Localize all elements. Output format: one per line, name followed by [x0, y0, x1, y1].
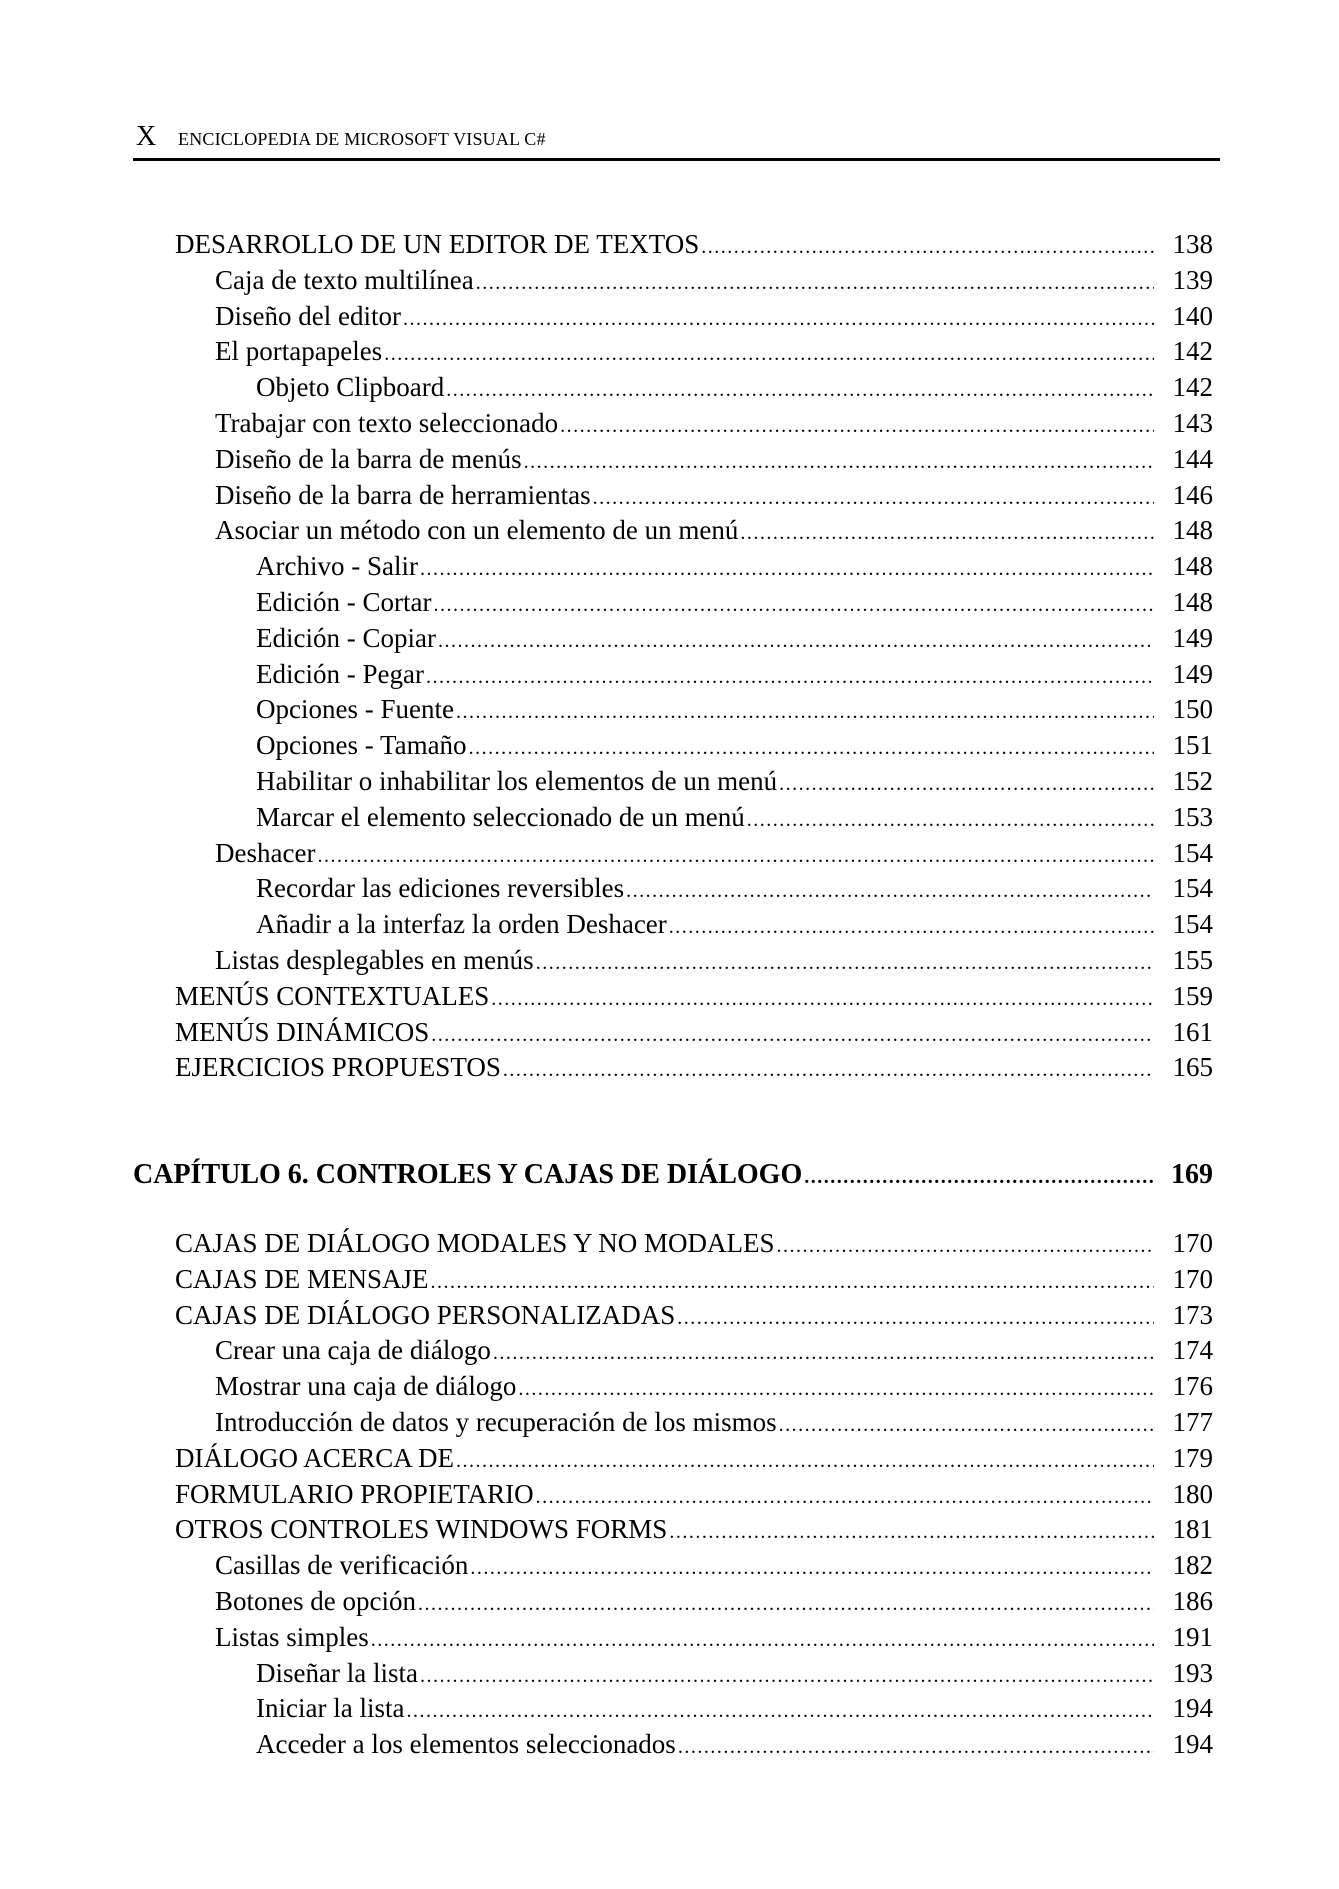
toc-entry-page: 174: [1172, 1335, 1213, 1366]
dot-leader: [536, 1479, 1154, 1515]
toc-entry-page: 159: [1172, 980, 1213, 1011]
toc-entry-page: 138: [1172, 229, 1213, 259]
dot-leader: [677, 1300, 1154, 1336]
toc-entry-page: 146: [1172, 479, 1213, 510]
toc-entry-title: MENÚS CONTEXTUALES: [175, 980, 490, 1011]
dot-leader: [431, 1264, 1154, 1300]
toc-entry-title: OTROS CONTROLES WINDOWS FORMS: [175, 1514, 668, 1545]
toc-entry: [215, 1547, 1213, 1583]
dot-leader: [524, 444, 1154, 480]
dot-leader: [403, 301, 1154, 337]
toc-entry: [175, 1014, 1213, 1050]
toc-entry: [256, 620, 1213, 656]
dot-leader: [701, 229, 1154, 265]
toc-entry: [256, 691, 1213, 727]
toc-entry: [215, 441, 1213, 477]
toc-entry-page: 148: [1172, 515, 1213, 546]
toc-entry-title: Diseñar la lista: [256, 1657, 418, 1688]
toc-entry: [215, 1332, 1213, 1368]
toc-entry: [175, 1261, 1213, 1297]
toc-entry-title: El portapapeles: [215, 336, 383, 367]
dot-leader: [469, 730, 1154, 766]
toc-entry: [256, 548, 1213, 584]
toc-entry: [175, 978, 1213, 1014]
dot-leader: [431, 1017, 1154, 1053]
toc-entry-page: 144: [1172, 443, 1213, 474]
toc-entry-page: 151: [1172, 730, 1213, 761]
dot-leader: [503, 1052, 1154, 1088]
toc-entry: [256, 1655, 1213, 1691]
dot-leader: [560, 408, 1154, 444]
toc-entry: [256, 727, 1213, 763]
toc-entry-page: 152: [1172, 766, 1213, 796]
toc-entry: [256, 1726, 1213, 1762]
toc-entry-title: FORMULARIO PROPIETARIO: [175, 1478, 534, 1509]
toc-entry-title: Trabajar con texto seleccionado: [215, 408, 559, 438]
toc-entry-page: 176: [1172, 1371, 1213, 1402]
toc-entry-title: Crear una caja de diálogo: [215, 1335, 491, 1366]
dot-leader: [491, 981, 1154, 1017]
toc-entry-page: 169: [1171, 1159, 1213, 1190]
toc-entry-title: CAJAS DE DIÁLOGO PERSONALIZADAS: [175, 1299, 676, 1330]
toc-entry-title: Opciones - Fuente: [256, 694, 454, 725]
toc-entry-title: Botones de opción: [215, 1586, 416, 1616]
toc-entry-page: 165: [1172, 1052, 1213, 1083]
dot-leader: [406, 1693, 1154, 1729]
toc-entry-title: EJERCICIOS PROPUESTOS: [175, 1052, 501, 1083]
toc-entry: [175, 1297, 1213, 1333]
toc-entry-page: 142: [1172, 336, 1213, 367]
toc-entry-page: 186: [1172, 1586, 1213, 1616]
page-number-roman: X: [136, 121, 157, 152]
toc-entry: [256, 369, 1213, 405]
running-header: [133, 119, 1220, 161]
dot-leader: [493, 1335, 1154, 1371]
toc-entry-page: 173: [1172, 1299, 1213, 1330]
toc-entry-title: Listas simples: [215, 1621, 369, 1652]
chapter-heading: [133, 1157, 1213, 1193]
toc-entry: [175, 1440, 1213, 1476]
toc-entry-title: Iniciar la lista: [256, 1693, 405, 1724]
toc-entry: [256, 656, 1213, 692]
toc-entry-page: 179: [1172, 1442, 1213, 1473]
dot-leader: [740, 515, 1154, 551]
toc-entry-title: DIÁLOGO ACERCA DE: [175, 1442, 455, 1473]
dot-leader: [317, 838, 1154, 874]
toc-entry-title: MENÚS DINÁMICOS: [175, 1016, 430, 1047]
toc-entry-title: Mostrar una caja de diálogo: [215, 1371, 517, 1402]
toc-entry: [215, 1619, 1213, 1655]
toc-entry: [256, 906, 1213, 942]
dot-leader: [456, 694, 1154, 730]
toc-entry: [215, 405, 1213, 441]
toc-entry-page: 154: [1172, 837, 1213, 868]
toc-entry-page: 139: [1172, 264, 1213, 295]
toc-entry-page: 153: [1172, 801, 1213, 832]
toc-entry-title: Edición - Cortar: [256, 587, 432, 617]
dot-leader: [420, 551, 1154, 587]
toc-entry-page: 154: [1172, 873, 1213, 904]
dot-leader: [476, 265, 1154, 301]
dot-leader: [470, 1550, 1154, 1586]
toc-entry-page: 170: [1172, 1228, 1213, 1258]
toc-entry-page: 148: [1172, 587, 1213, 617]
toc-entry: [175, 1225, 1213, 1261]
toc-entry-page: 140: [1172, 300, 1213, 331]
toc-entry-page: 149: [1172, 658, 1213, 689]
toc-entry-title: Marcar el elemento seleccionado de un menú: [256, 801, 745, 832]
toc-entry-title: Recordar las ediciones reversibles: [256, 873, 625, 904]
toc-entry-page: 194: [1172, 1693, 1213, 1724]
dot-leader: [669, 1514, 1154, 1550]
toc-entry-page: 150: [1172, 694, 1213, 725]
book-title: ENCICLOPEDIA DE MICROSOFT VISUAL C#: [178, 129, 546, 149]
toc-entry-page: 180: [1172, 1478, 1213, 1509]
dot-leader: [438, 623, 1154, 659]
dot-leader: [446, 372, 1154, 408]
toc-entry-title: Edición - Copiar: [256, 622, 436, 653]
toc-entry-page: 182: [1172, 1550, 1213, 1581]
toc-entry: [215, 512, 1213, 548]
dot-leader: [456, 1443, 1154, 1479]
toc-entry-title: Asociar un método con un elemento de un menú: [215, 515, 739, 546]
toc-entry: [175, 1476, 1213, 1512]
dot-leader: [418, 1586, 1154, 1622]
toc-entry-title: Casillas de verificación: [215, 1550, 469, 1581]
dot-leader: [779, 766, 1154, 802]
toc-entry-page: 161: [1172, 1016, 1213, 1047]
toc-entry-page: 193: [1172, 1657, 1213, 1688]
toc-entry-title: DESARROLLO DE UN EDITOR DE TEXTOS: [175, 229, 700, 259]
toc-entry: [215, 942, 1213, 978]
toc-entry-title: Diseño de la barra de menús: [215, 443, 522, 474]
dot-leader: [433, 587, 1154, 623]
dot-leader: [593, 480, 1154, 516]
toc-entry-page: 181: [1172, 1514, 1213, 1545]
toc-entry-title: Acceder a los elementos seleccionados: [256, 1729, 676, 1760]
dot-leader: [779, 1407, 1154, 1443]
toc-entry-page: 143: [1172, 408, 1213, 438]
toc-entry: [256, 763, 1213, 799]
dot-leader: [678, 1729, 1154, 1765]
toc-entry-title: Opciones - Tamaño: [256, 730, 467, 761]
toc-entry-title: Diseño de la barra de herramientas: [215, 479, 591, 510]
dot-leader: [626, 873, 1154, 909]
dot-leader: [420, 1658, 1154, 1694]
dot-leader: [777, 1228, 1155, 1264]
toc-entry-page: 194: [1172, 1729, 1213, 1760]
toc-entry-page: 149: [1172, 622, 1213, 653]
dot-leader: [384, 336, 1154, 372]
toc-entry: [256, 1690, 1213, 1726]
toc-entry: [175, 226, 1213, 262]
dot-leader: [669, 909, 1154, 945]
toc-entry: [215, 477, 1213, 513]
toc-entry-title: Añadir a la interfaz la orden Deshacer: [256, 909, 667, 940]
toc-entry-title: Archivo - Salir: [256, 551, 418, 582]
toc-entry-title: Diseño del editor: [215, 300, 401, 331]
toc-entry-title: Habilitar o inhabilitar los elementos de un menú: [256, 766, 778, 796]
toc-entry: [256, 799, 1213, 835]
dot-leader: [518, 1371, 1154, 1407]
dot-leader: [536, 945, 1154, 981]
toc-entry-page: 148: [1172, 551, 1213, 582]
toc-entry-title: CAJAS DE DIÁLOGO MODALES Y NO MODALES: [175, 1228, 775, 1258]
dot-leader: [747, 802, 1154, 838]
toc-entry: [215, 333, 1213, 369]
toc-entry: [215, 1404, 1213, 1440]
dot-leader: [426, 659, 1154, 695]
toc-entry: [215, 298, 1213, 334]
toc-entry-title: Objeto Clipboard: [256, 372, 445, 403]
toc-entry-title: Edición - Pegar: [256, 658, 424, 689]
toc-entry: [256, 870, 1213, 906]
toc-entry-page: 170: [1172, 1263, 1213, 1294]
toc-entry-page: 142: [1172, 372, 1213, 403]
dot-leader: [371, 1622, 1154, 1658]
toc-entry-title: Caja de texto multilínea: [215, 264, 474, 295]
toc-entry: [256, 584, 1213, 620]
toc-entry: [215, 1583, 1213, 1619]
dot-leader: [804, 1159, 1154, 1195]
toc-entry-page: 154: [1172, 909, 1213, 940]
toc-entry-title: CAJAS DE MENSAJE: [175, 1263, 429, 1294]
toc-entry: [215, 835, 1213, 871]
toc-entry-page: 191: [1172, 1621, 1213, 1652]
toc-entry-title: Introducción de datos y recuperación de los mismos: [215, 1407, 777, 1437]
toc-entry: [215, 1368, 1213, 1404]
toc-entry-title: CAPÍTULO 6. CONTROLES Y CAJAS DE DIÁLOGO: [133, 1159, 803, 1190]
toc-entry-page: 177: [1172, 1407, 1213, 1437]
toc-entry-title: Listas desplegables en menús: [215, 945, 534, 975]
toc-entry: [175, 1049, 1213, 1085]
toc-entry: [215, 262, 1213, 298]
toc-entry-page: 155: [1172, 945, 1213, 975]
toc-entry-title: Deshacer: [215, 837, 316, 868]
toc-entry: [175, 1511, 1213, 1547]
